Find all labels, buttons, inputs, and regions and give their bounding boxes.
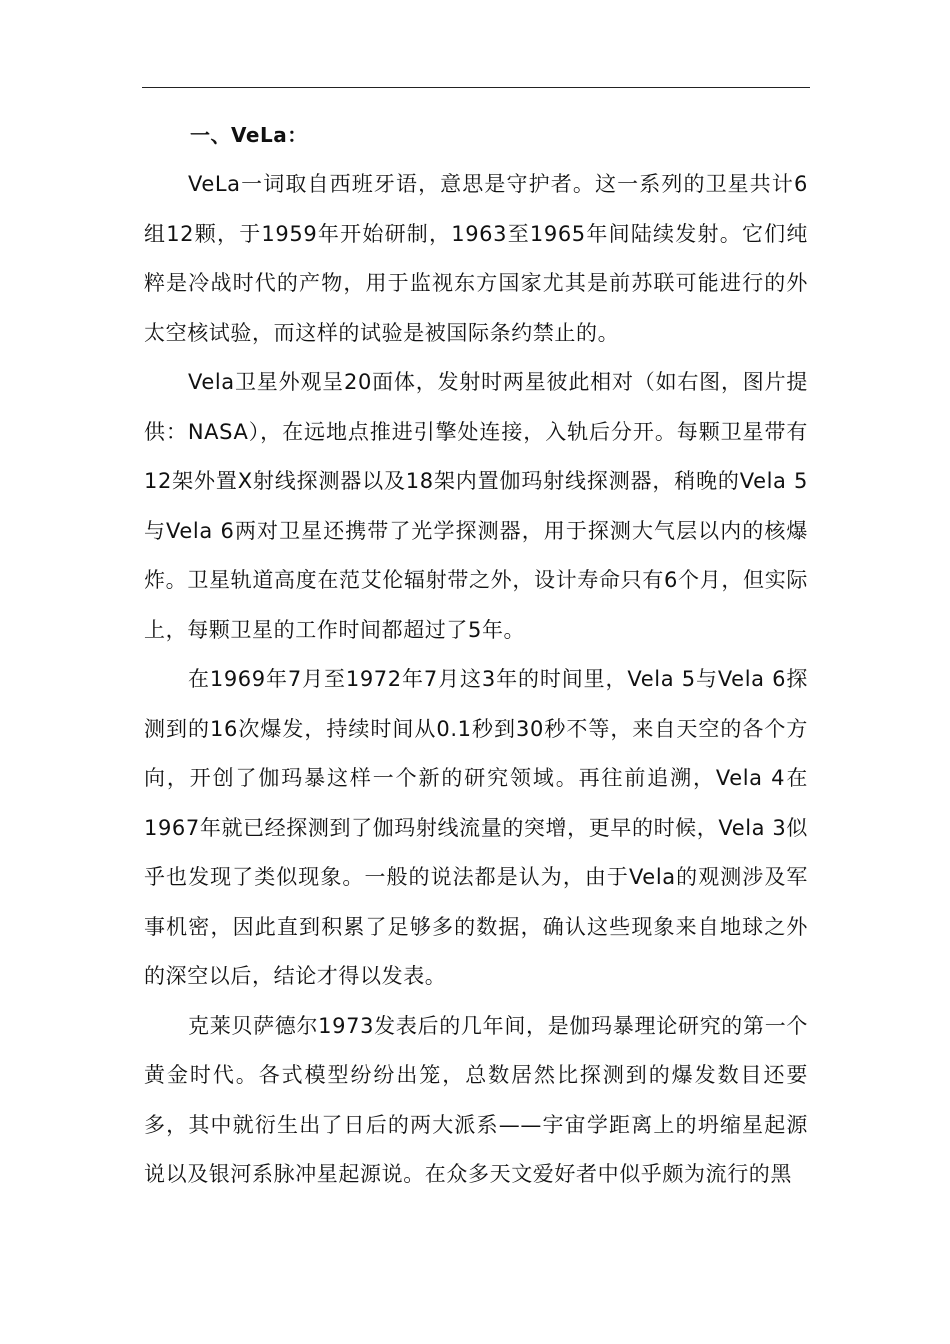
paragraph-vela-design: Vela卫星外观呈20面体，发射时两星彼此相对（如右图，图片提供：NASA），在远地点推进引擎处连接，入轨后分开。每颗卫星带有12架外置X射线探测器以及18架内置伽玛射线探测器，稍晚的Vela 5与Vela 6两对卫星还携带了光学探测器，用于探测大气层以内的核爆炸。卫星轨道高度在范艾伦辐射带之外，设计寿命只有6个月，但实际上，每颗卫星的工作时间都超过了5年。 bbox=[144, 370, 808, 642]
document-body bbox=[144, 116, 808, 1200]
paragraph-vela-detections: 在1969年7月至1972年7月这3年的时间里，Vela 5与Vela 6探测到的16次爆发，持续时间从0.1秒到30秒不等，来自天空的各个方向，开创了伽玛暴这样一个新的研究领域。再往前追溯，Vela 4在1967年就已经探测到了伽玛射线流量的突增，更早的时候，Vela 3似乎也发现了类似现象。一般的说法都是认为，由于Vela的观测涉及军事机密，因此直到积累了足够多的数据，确认这些现象来自地球之外的深空以后，结论才得以发表。 bbox=[144, 667, 808, 988]
paragraph-vela-name: VeLa一词取自西班牙语，意思是守护者。这一系列的卫星共计6组12颗，于1959年开始研制，1963至1965年间陆续发射。它们纯粹是冷战时代的产物，用于监视东方国家尤其是前苏联可能进行的外太空核试验，而这样的试验是被国际条约禁止的。 bbox=[144, 172, 808, 345]
section-heading: 一、VeLa： bbox=[190, 123, 308, 147]
paragraph-theory-era: 克莱贝萨德尔1973发表后的几年间，是伽玛暴理论研究的第一个黄金时代。各式模型纷纷出笼，总数居然比探测到的爆发数目还要多，其中就衍生出了日后的两大派系——宇宙学距离上的坍缩星起源说以及银河系脉冲星起源说。在众多天文爱好者中似乎颇为流行的黑 bbox=[144, 1013, 808, 1186]
header-rule bbox=[142, 87, 810, 88]
